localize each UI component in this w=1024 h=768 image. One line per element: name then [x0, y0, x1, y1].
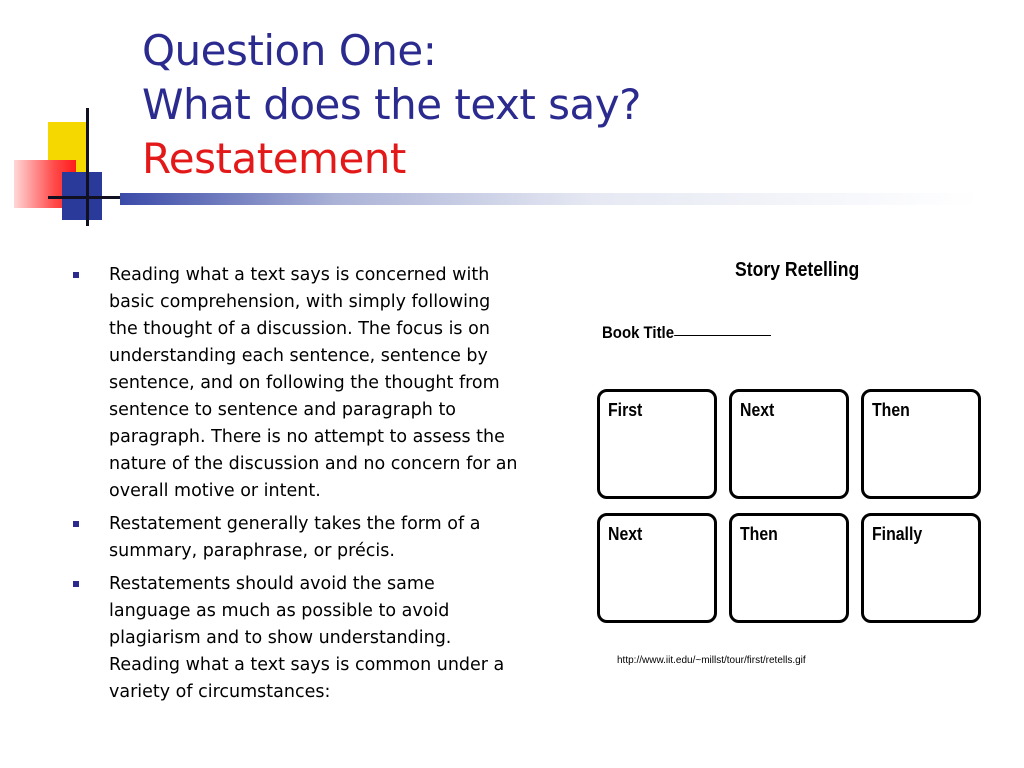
title-line-1: Question One: — [142, 26, 437, 75]
figure-heading: Story Retelling — [735, 259, 860, 281]
bullet-text: Restatements should avoid the same language as much as possible to avoid plagiarism and to show understanding. Reading what a text says is common under a variety of circumstances: — [109, 574, 505, 702]
bullet-text: Restatement generally takes the form of a summary, paraphrase, or précis. — [109, 514, 481, 561]
book-title-label: Book Title — [602, 323, 675, 342]
title-line-2: What does the text say? — [142, 80, 641, 129]
retelling-box — [861, 389, 981, 499]
book-title-line — [602, 323, 771, 343]
retelling-box — [597, 389, 717, 499]
story-retelling-figure — [590, 255, 990, 635]
box-label: Finally — [872, 524, 923, 544]
title-line-3: Restatement — [142, 134, 406, 183]
retelling-box — [597, 513, 717, 623]
box-label: First — [608, 400, 643, 420]
bullet-marker — [73, 581, 79, 587]
decorative-logo — [0, 100, 140, 230]
bullet-item — [70, 262, 520, 505]
retelling-box — [861, 513, 981, 623]
retelling-box — [729, 513, 849, 623]
bullet-text: Reading what a text says is concerned with basic comprehension, with simply following the thought of a discussion. The focus is on understanding each sentence, sentence by sentence, and on following the thought from sentence to sentence and paragraph to paragraph. There is no attempt to assess the nature of the discussion and no concern for an overall motive or intent. — [109, 265, 518, 501]
box-label: Next — [608, 524, 643, 544]
bullet-item — [70, 571, 520, 706]
image-source-url: http://www.iit.edu/~millst/tour/first/retells.gif — [617, 655, 806, 666]
box-label: Then — [740, 524, 778, 544]
retelling-box — [729, 389, 849, 499]
vertical-line — [86, 108, 89, 226]
box-label: Next — [740, 400, 775, 420]
bullet-marker — [73, 272, 79, 278]
bullet-item — [70, 511, 520, 565]
bullet-marker — [73, 521, 79, 527]
bullet-list — [70, 262, 520, 712]
box-label: Then — [872, 400, 910, 420]
title-underline-rule — [120, 193, 980, 205]
book-title-blank — [674, 335, 771, 336]
slide-title — [142, 24, 641, 186]
